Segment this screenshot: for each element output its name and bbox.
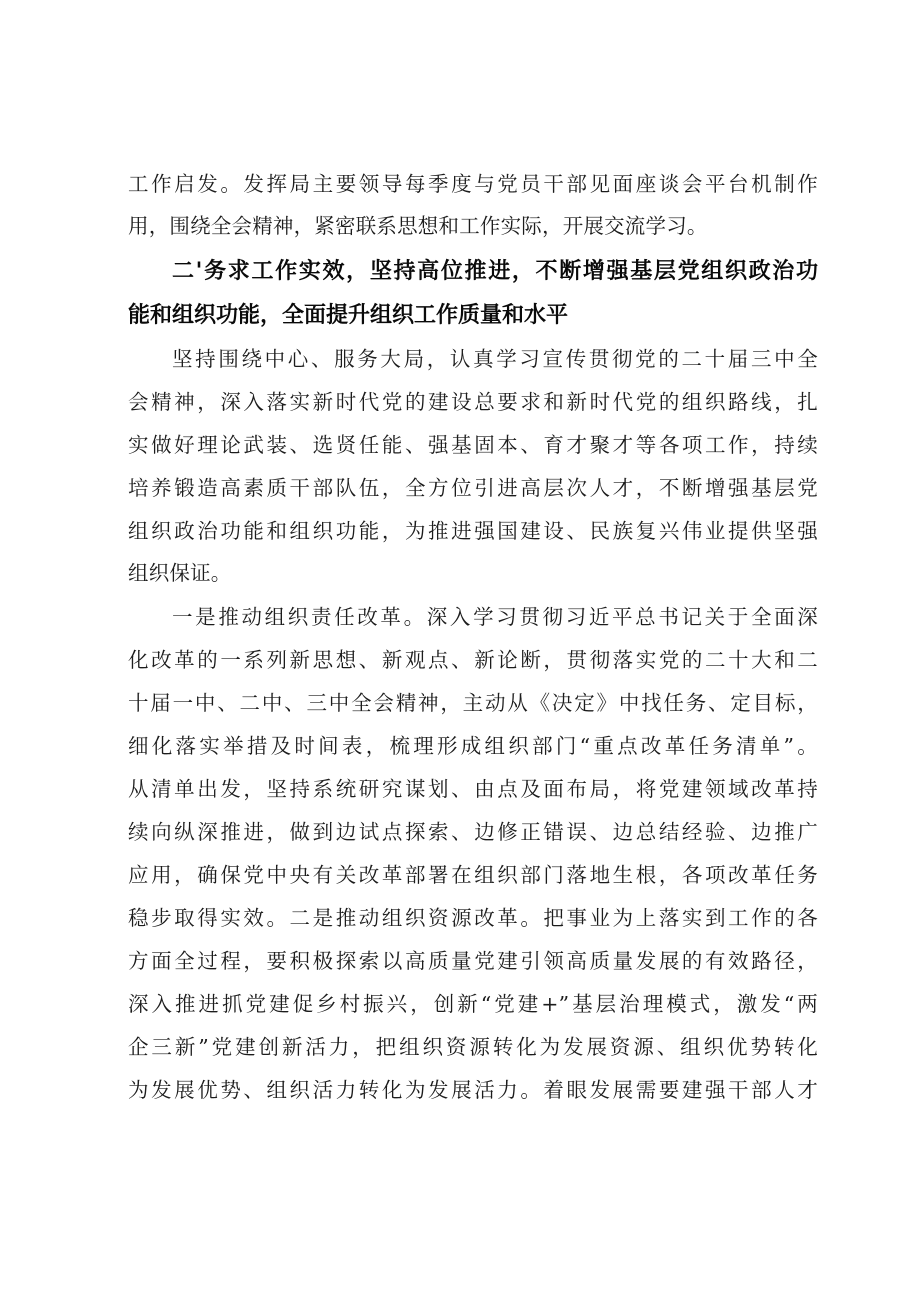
body-text-line: 化改革的一系列新思想、新观点、新论断，贯彻落实党的二十大和二	[128, 648, 818, 672]
body-text-line: 培养锻造高素质干部队伍，全方位引进高层次人才，不断增强基层党	[128, 476, 818, 500]
body-text-line: 一是推动组织责任改革。深入学习贯彻习近平总书记关于全面深	[172, 605, 818, 629]
body-text-line: 企三新”党建创新活力，把组织资源转化为发展资源、组织优势转化	[128, 1035, 818, 1059]
body-text-line: 会精神，深入落实新时代党的建设总要求和新时代党的组织路线，扎	[128, 390, 818, 414]
section-heading: 二'务求工作实效，坚持高位推进，不断增强基层党组织政治功	[172, 259, 818, 284]
body-text-line: 为发展优势、组织活力转化为发展活力。着眼发展需要建强干部人才	[128, 1078, 818, 1102]
body-text-line: 应用，确保党中央有关改革部署在组织部门落地生根，各项改革任务	[128, 863, 818, 887]
body-text-line: 用，围绕全会精神，紧密联系思想和工作实际，开展交流学习。	[128, 214, 708, 238]
body-text-line: 组织保证。	[128, 561, 232, 585]
body-text-line: 坚持围绕中心、服务大局，认真学习宣传贯彻党的二十届三中全	[172, 347, 818, 371]
body-text-line: 深入推进抓党建促乡村振兴，创新“党建+”基层治理模式，激发“两	[128, 992, 818, 1016]
body-text-line: 方面全过程，要积极探索以高质量党建引领高质量发展的有效路径，	[128, 949, 818, 973]
body-text-line: 实做好理论武装、选贤任能、强基固本、育才聚才等各项工作，持续	[128, 433, 818, 457]
body-text-line: 工作启发。发挥局主要领导每季度与党员干部见面座谈会平台机制作	[128, 172, 818, 196]
body-text-line: 续向纵深推进，做到边试点探索、边修正错误、边总结经验、边推广	[128, 820, 818, 844]
body-text-line: 从清单出发，坚持系统研究谋划、由点及面布局，将党建领域改革持	[128, 777, 818, 801]
body-text-line: 十届一中、二中、三中全会精神，主动从《决定》中找任务、定目标，	[128, 691, 818, 715]
body-text-line: 细化落实举措及时间表，梳理形成组织部门“重点改革任务清单”。	[128, 734, 818, 758]
section-heading: 能和组织功能，全面提升组织工作质量和水平	[128, 303, 569, 328]
body-text-line: 组织政治功能和组织功能，为推进强国建设、民族复兴伟业提供坚强	[128, 519, 818, 543]
body-text-line: 稳步取得实效。二是推动组织资源改革。把事业为上落实到工作的各	[128, 906, 818, 930]
